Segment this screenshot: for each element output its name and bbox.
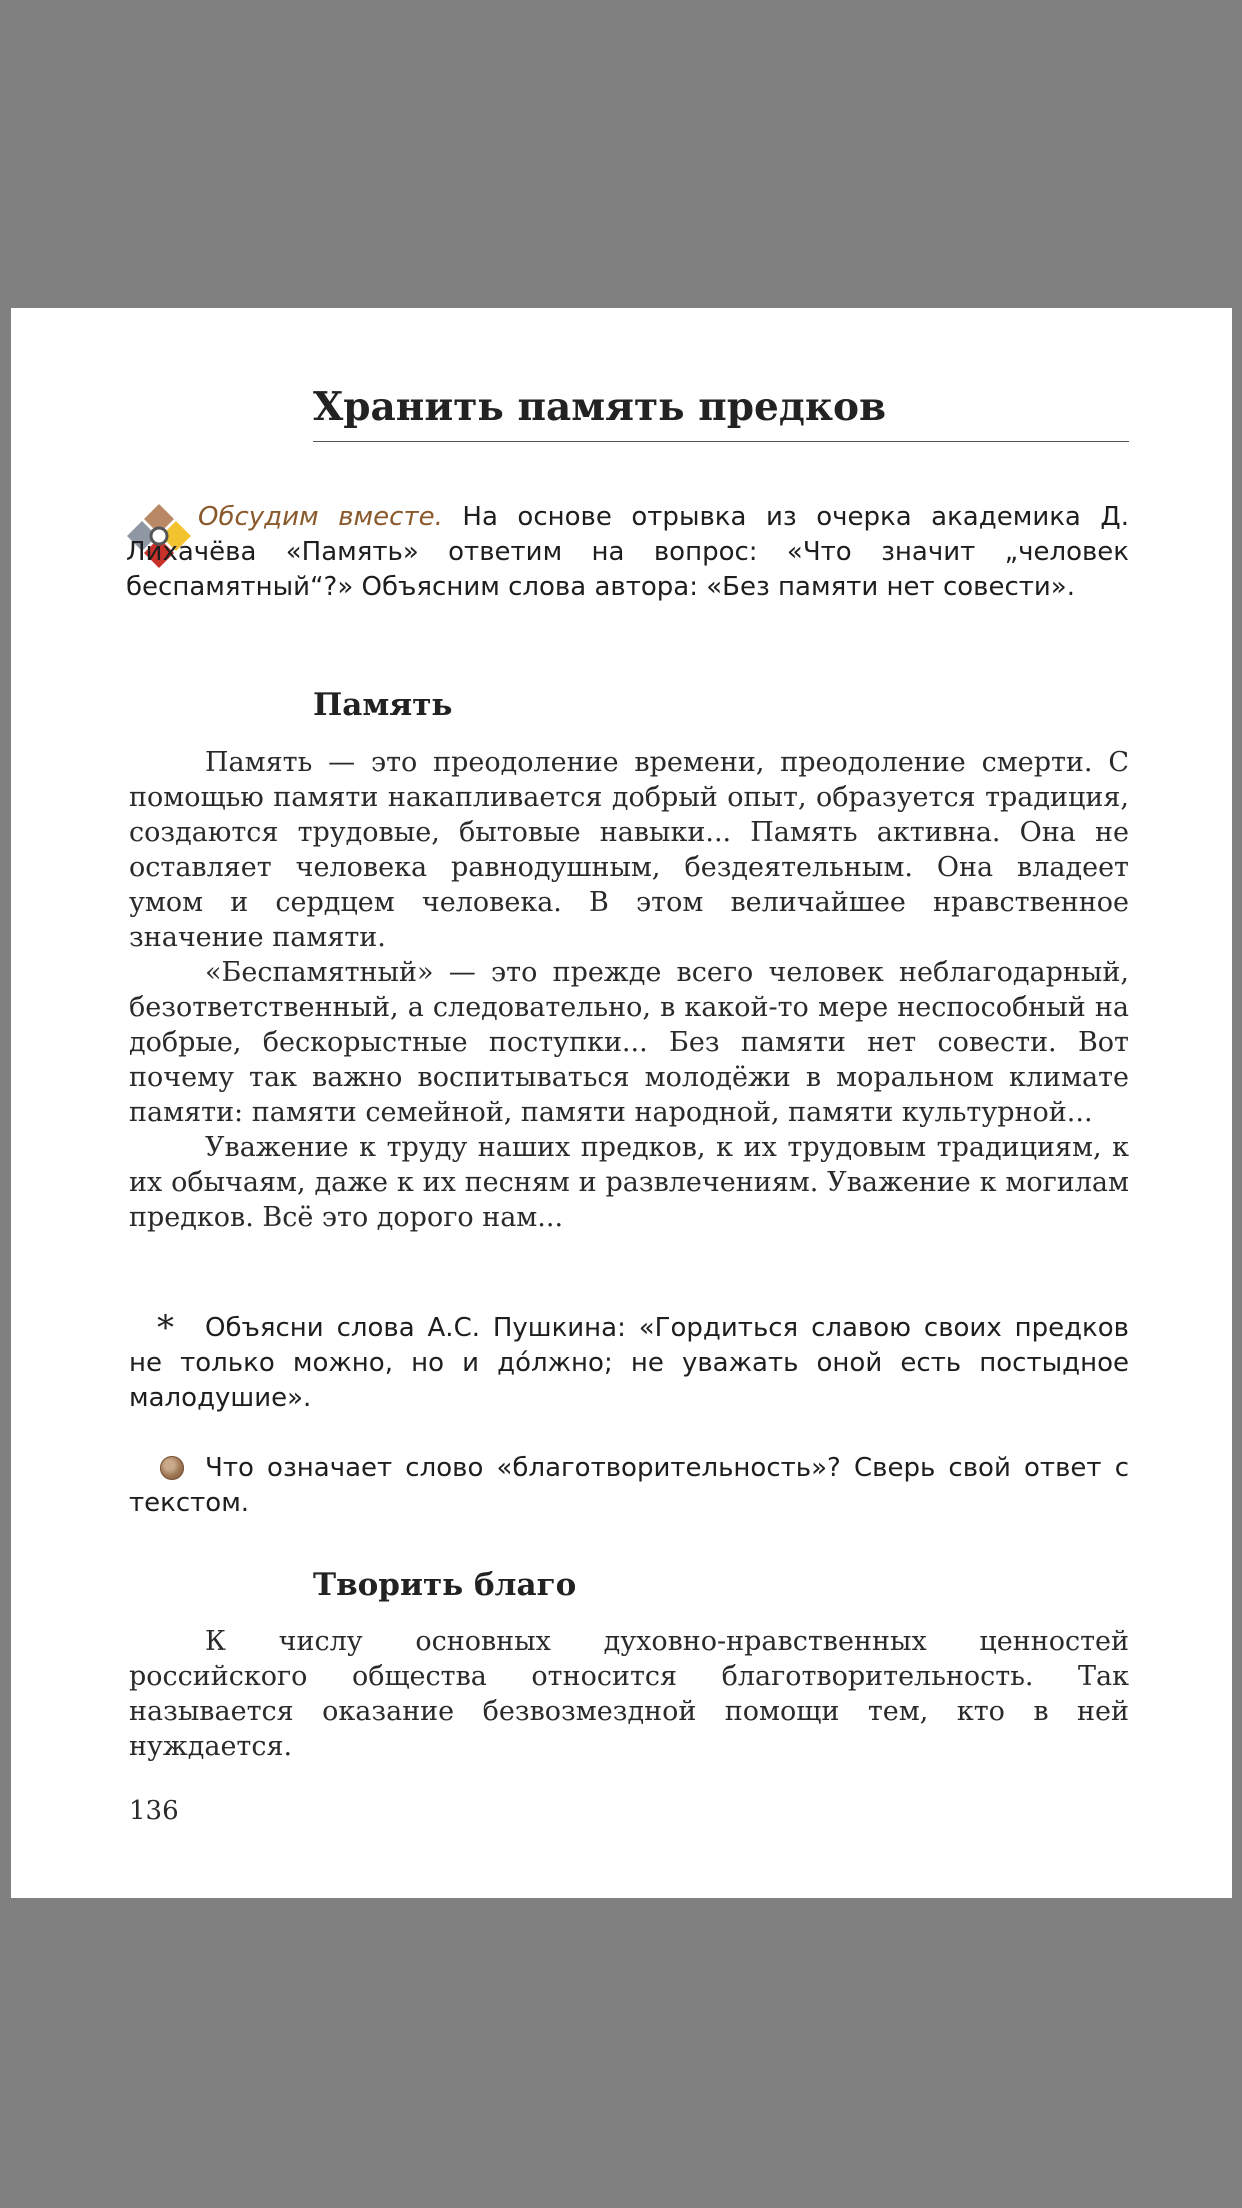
star-icon: * [157,1308,174,1348]
page-number: 136 [129,1796,179,1826]
task-charity-question: Что означает слово «благотворительность»? Сверь свой ответ с текстом. [129,1453,1129,1518]
paragraph: Уважение к труду наших предков, к их трудовым традициям, к их обычаям, даже к их песням и развлечениям. Уважение к могилам предков. Всё это дорого нам... [129,1132,1129,1233]
do-good-text [129,1624,1129,1764]
paragraph: Память — это преодоление времени, преодоление смерти. С помощью памяти накапливается добрый опыт, образуется традиция, создаются трудовые, бытовые навыки... Память активна. Она не оставляет человека равнодушным, бездеятельным. Она владеет умом и сердцем человека. В этом величайшее нравственное значение памяти. [129,747,1129,953]
section-heading-do-good: Творить благо [313,1567,577,1603]
task-pushkin-quote: Объясни слова А.С. Пушкина: «Гордиться славою своих предков не только можно, но и до́лжно; не уважать оной есть постыдное малодушие». [129,1313,1129,1413]
paragraph: «Беспамятный» — это прежде всего человек неблагодарный, безответственный, а следовательно, в какой-то мере неспособный на добрые, бескорыстные поступки... Без памяти нет совести. Вот почему так важно воспитываться молодёжи в моральном климате памяти: памяти семейной, памяти народной, памяти культурной... [129,957,1129,1128]
page-title: Хранить память предков [313,388,1129,442]
memory-essay [129,745,1129,1235]
paragraph: К числу основных духовно-нравственных ценностей российского общества относится благотворительность. Так называется оказание безвозмездной помощи тем, кто в ней нуждается. [129,1626,1129,1762]
discussion-text: На основе отрывка из очерка академика Д. Лихачёва «Память» ответим на вопрос: «Что значит „человек беспамятный“?» Объясним слова автора: «Без памяти нет совести». [126,502,1129,602]
discussion-prompt [126,500,1129,605]
section-heading-memory: Память [313,687,453,723]
discussion-lead: Обсудим вместе. [198,502,443,532]
book-page [11,308,1232,1898]
